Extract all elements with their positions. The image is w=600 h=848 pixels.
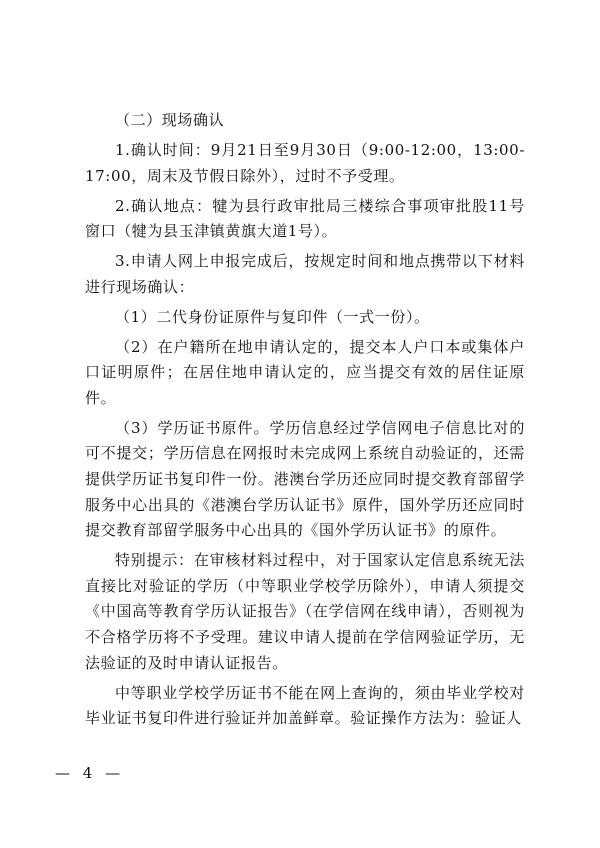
paragraph-material-diploma: （3）学历证书原件。学历信息经过学信网电子信息比对的可不提交；学历信息在网报时未完成网上系统自动验证的，还需提供学历证书复印件一份。港澳台学历还应同时提交教育部留学服务中心出具的《港澳台学历认证书》原件，国外学历还应同时提交教育部留学服务中心出具的《国外学历认证书》的原件。 (85, 418, 525, 540)
paragraph-confirm-location: 2.确认地点：犍为县行政审批局三楼综合事项审批股11号窗口（犍为县玉津镇黄旗大道1号）。 (85, 196, 525, 241)
document-body (85, 108, 525, 736)
paragraph-confirm-time: 1.确认时间：9月21日至9月30日（9:00-12:00，13:00-17:00，周末及节假日除外），过时不予受理。 (85, 140, 525, 185)
page-number: — 4 — (55, 764, 125, 782)
paragraph-special-notice: 特别提示：在审核材料过程中，对于国家认定信息系统无法直接比对验证的学历（中等职业学校学历除外），申请人须提交《中国高等教育学历认证报告》（在学信网在线申请），否则视为不合格学历将不予受理。建议申请人提前在学信网验证学历，无法验证的及时申请认证报告。 (85, 551, 525, 672)
paragraph-vocational-diploma: 中等职业学校学历证书不能在网上查询的，须由毕业学校对毕业证书复印件进行验证并加盖鲜章。验证操作方法为：验证人 (85, 683, 525, 728)
paragraph-materials-intro: 3.申请人网上申报完成后，按规定时间和地点携带以下材料进行现场确认： (85, 252, 525, 296)
paragraph-material-id-card: （1）二代身份证原件与复印件（一式一份）。 (115, 307, 430, 326)
section-heading: （二）现场确认 (115, 111, 225, 129)
paragraph-material-residence: （2）在户籍所在地申请认定的，提交本人户口本或集体户口证明原件；在居住地申请认定的，应当提交有效的居住证原件。 (85, 337, 525, 407)
